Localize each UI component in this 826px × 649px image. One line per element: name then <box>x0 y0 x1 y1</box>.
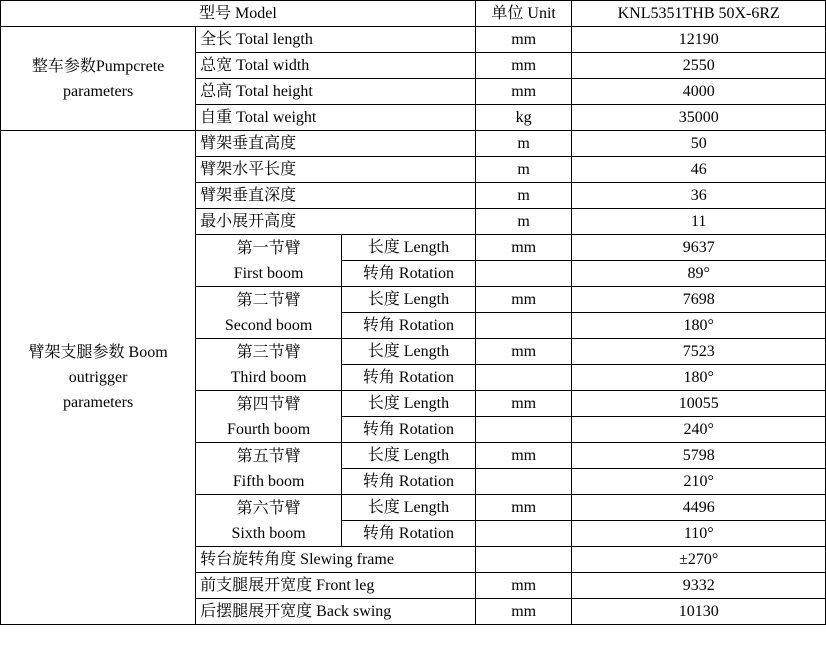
value-total-length: 12190 <box>572 27 826 53</box>
param-total-height: 总高 Total height <box>196 79 476 105</box>
boom-fifth-rotation-unit <box>475 469 572 495</box>
unit-back-swing: mm <box>475 599 572 625</box>
unit-total-weight: kg <box>475 105 572 131</box>
boom-name-second-en: Second boom <box>224 316 313 334</box>
param-back-swing: 后摆腿展开宽度 Back swing <box>196 599 476 625</box>
boom-fifth-length-value: 5798 <box>572 443 826 469</box>
boom-name-fifth <box>196 443 342 495</box>
boom-sixth-rotation-value: 110° <box>572 521 826 547</box>
boom-name-third-cn: 第三节臂 <box>236 343 301 361</box>
boom-name-fourth <box>196 391 342 443</box>
boom-second-rotation-value: 180° <box>572 313 826 339</box>
boom-sixth-length-label: 长度 Length <box>342 495 476 521</box>
header-model-value: KNL5351THB 50X-6RZ <box>572 1 826 27</box>
boom-first-rotation-unit <box>475 261 572 287</box>
value-boom-vertical-height: 50 <box>572 131 826 157</box>
boom-fifth-rotation-label: 转角 Rotation <box>342 469 476 495</box>
unit-front-leg: mm <box>475 573 572 599</box>
boom-third-length-value: 7523 <box>572 339 826 365</box>
param-total-length: 全长 Total length <box>196 27 476 53</box>
boom-second-length-unit: mm <box>475 287 572 313</box>
value-slewing-frame: ±270° <box>572 547 826 573</box>
value-total-width: 2550 <box>572 53 826 79</box>
unit-total-length: mm <box>475 27 572 53</box>
boom-third-length-unit: mm <box>475 339 572 365</box>
boom-sixth-length-value: 4496 <box>572 495 826 521</box>
boom-fourth-length-value: 10055 <box>572 391 826 417</box>
unit-boom-vertical-height: m <box>475 131 572 157</box>
boom-first-length-unit: mm <box>475 235 572 261</box>
boom-sixth-rotation-unit <box>475 521 572 547</box>
boom-name-first-cn: 第一节臂 <box>236 239 301 257</box>
unit-total-width: mm <box>475 53 572 79</box>
boom-second-length-label: 长度 Length <box>342 287 476 313</box>
unit-slewing-frame <box>475 547 572 573</box>
value-boom-horizontal-length: 46 <box>572 157 826 183</box>
value-back-swing: 10130 <box>572 599 826 625</box>
table-row <box>1 27 826 53</box>
boom-name-second <box>196 287 342 339</box>
unit-total-height: mm <box>475 79 572 105</box>
boom-name-fourth-en: Fourth boom <box>227 420 311 438</box>
boom-fifth-rotation-value: 210° <box>572 469 826 495</box>
unit-min-unfold-height: m <box>475 209 572 235</box>
boom-first-rotation-value: 89° <box>572 261 826 287</box>
boom-name-sixth-en: Sixth boom <box>231 524 306 542</box>
boom-second-length-value: 7698 <box>572 287 826 313</box>
boom-third-rotation-label: 转角 Rotation <box>342 365 476 391</box>
boom-name-fourth-cn: 第四节臂 <box>236 395 301 413</box>
param-slewing-frame: 转台旋转角度 Slewing frame <box>196 547 476 573</box>
boom-second-rotation-unit <box>475 313 572 339</box>
boom-fourth-length-unit: mm <box>475 391 572 417</box>
boom-name-third-en: Third boom <box>230 368 307 386</box>
boom-third-rotation-unit <box>475 365 572 391</box>
boom-fifth-length-label: 长度 Length <box>342 443 476 469</box>
unit-boom-horizontal-length: m <box>475 157 572 183</box>
value-min-unfold-height: 11 <box>572 209 826 235</box>
header-model-label: 型号 Model <box>1 1 476 27</box>
param-boom-vertical-height: 臂架垂直高度 <box>196 131 476 157</box>
boom-name-second-cn: 第二节臂 <box>236 291 301 309</box>
param-front-leg: 前支腿展开宽度 Front leg <box>196 573 476 599</box>
param-min-unfold-height: 最小展开高度 <box>196 209 476 235</box>
boom-third-length-label: 长度 Length <box>342 339 476 365</box>
boom-sixth-length-unit: mm <box>475 495 572 521</box>
boom-sixth-rotation-label: 转角 Rotation <box>342 521 476 547</box>
boom-fourth-rotation-label: 转角 Rotation <box>342 417 476 443</box>
value-front-leg: 9332 <box>572 573 826 599</box>
group-label-boom-line3: parameters <box>62 394 134 411</box>
boom-name-fifth-cn: 第五节臂 <box>236 447 301 465</box>
unit-boom-vertical-depth: m <box>475 183 572 209</box>
boom-fourth-rotation-unit <box>475 417 572 443</box>
param-boom-vertical-depth: 臂架垂直深度 <box>196 183 476 209</box>
group-label-boom-outrigger <box>1 131 196 625</box>
boom-name-fifth-en: Fifth boom <box>232 472 305 490</box>
table-row <box>1 131 826 157</box>
boom-third-rotation-value: 180° <box>572 365 826 391</box>
boom-name-sixth-cn: 第六节臂 <box>236 499 301 517</box>
boom-name-first-en: First boom <box>233 264 304 282</box>
header-unit-label: 单位 Unit <box>475 1 572 27</box>
group-label-pumpcrete <box>1 27 196 131</box>
boom-first-rotation-label: 转角 Rotation <box>342 261 476 287</box>
group-label-pumpcrete-line2: parameters <box>62 82 134 100</box>
param-total-width: 总宽 Total width <box>196 53 476 79</box>
boom-fifth-length-unit: mm <box>475 443 572 469</box>
value-total-weight: 35000 <box>572 105 826 131</box>
boom-first-length-value: 9637 <box>572 235 826 261</box>
param-total-weight: 自重 Total weight <box>196 105 476 131</box>
param-boom-horizontal-length: 臂架水平长度 <box>196 157 476 183</box>
boom-name-sixth <box>196 495 342 547</box>
table-header-row <box>1 1 826 27</box>
boom-name-third <box>196 339 342 391</box>
value-boom-vertical-depth: 36 <box>572 183 826 209</box>
value-total-height: 4000 <box>572 79 826 105</box>
group-label-boom-line1: 臂架支腿参数 Boom <box>28 344 168 361</box>
boom-first-length-label: 长度 Length <box>342 235 476 261</box>
boom-fourth-length-label: 长度 Length <box>342 391 476 417</box>
boom-name-first <box>196 235 342 287</box>
boom-second-rotation-label: 转角 Rotation <box>342 313 476 339</box>
group-label-pumpcrete-line1: 整车参数Pumpcrete <box>31 57 165 75</box>
boom-fourth-rotation-value: 240° <box>572 417 826 443</box>
group-label-boom-line2: outrigger <box>68 369 128 386</box>
